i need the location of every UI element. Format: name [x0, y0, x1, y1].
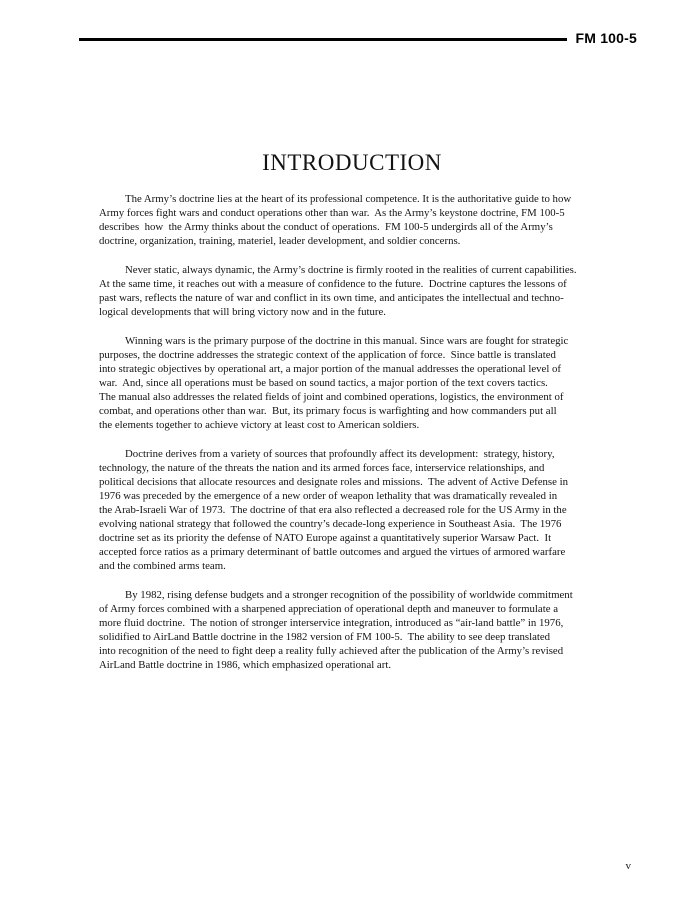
paragraph — [99, 588, 605, 672]
text-line: into recognition of the need to fight deep a reality fully achieved after the publication of the Army’s revised — [99, 645, 564, 657]
text-line: political decisions that allocate resources and designate roles and missions. The advent of Active Defense in — [99, 476, 569, 488]
text-line: 1976 was preceded by the emergence of a new order of weapon lethality that was dramatically revealed in — [99, 490, 558, 502]
text-line: At the same time, it reaches out with a measure of confidence to the future. Doctrine captures the lessons of — [99, 278, 567, 290]
text-line: doctrine, organization, training, materiel, leader development, and soldier concerns. — [99, 235, 461, 247]
text-line: Army forces fight wars and conduct operations other than war. As the Army’s keystone doctrine, FM 100-5 — [99, 207, 565, 219]
text-line: Winning wars is the primary purpose of the doctrine in this manual. Since wars are fought for strategic — [125, 335, 569, 347]
text-line: of Army forces combined with a sharpened appreciation of operational depth and maneuver to formulate a — [99, 603, 558, 615]
text-line: evolving national strategy that followed the country’s decade-long experience in Southeast Asia. The 1976 — [99, 518, 562, 530]
text-line: combat, and operations other than war. But, its primary focus is warfighting and how commanders put all — [99, 405, 557, 417]
page-title: INTRODUCTION — [262, 150, 442, 175]
text-line: describes how the Army thinks about the conduct of operations. FM 100-5 undergirds all of the Army’s — [99, 221, 553, 233]
document-reference-label: FM 100-5 — [575, 30, 637, 46]
text-line: purposes, the doctrine addresses the strategic context of the application of force. Since battle is translated — [99, 349, 556, 361]
page-content — [99, 150, 605, 672]
header-rule-divider — [79, 38, 567, 41]
text-line: more fluid doctrine. The notion of stronger interservice integration, introduced as “air-land battle” in 1976, — [99, 617, 564, 629]
text-line: the elements together to achieve victory at least cost to American soldiers. — [99, 419, 420, 431]
paragraphs — [99, 192, 605, 672]
text-line: Doctrine derives from a variety of sources that profoundly affect its development: strategy, history, — [125, 448, 555, 460]
text-line: solidified to AirLand Battle doctrine in the 1982 version of FM 100-5. The ability to see deep translated — [99, 631, 551, 643]
text-line: and the combined arms team. — [99, 560, 226, 572]
paragraph — [99, 192, 605, 248]
text-line: past wars, reflects the nature of war and conflict in its own time, and anticipates the intellectual and techno- — [99, 292, 564, 304]
text-line: The manual also addresses the related fields of joint and combined operations, logistics, the environment of — [99, 391, 564, 403]
paragraph — [99, 263, 605, 319]
text-line: into strategic objectives by operational art, a major portion of the manual addresses the operational level of — [99, 363, 562, 375]
paragraph — [99, 447, 605, 573]
text-line: Never static, always dynamic, the Army’s doctrine is firmly rooted in the realities of current capabilities. — [125, 264, 577, 276]
text-line: technology, the nature of the threats the nation and its armed forces face, interservice relationships, and — [99, 462, 545, 474]
text-line: By 1982, rising defense budgets and a stronger recognition of the possibility of worldwide commitment — [125, 589, 573, 601]
text-line: war. And, since all operations must be based on sound tactics, a major portion of the text covers tactics. — [99, 377, 548, 389]
text-line: the Arab-Israeli War of 1973. The doctrine of that era also reflected a decreased role for the US Army in the — [99, 504, 567, 516]
text-line: The Army’s doctrine lies at the heart of its professional competence. It is the authoritative guide to how — [125, 193, 572, 205]
text-line: accepted force ratios as a primary determinant of battle outcomes and argued the virtues of armored warfare — [99, 546, 566, 558]
text-line: AirLand Battle doctrine in 1986, which emphasized operational art. — [99, 659, 392, 671]
paragraph — [99, 334, 605, 432]
page-number: v — [625, 860, 631, 872]
text-line: logical developments that will bring victory now and in the future. — [99, 306, 386, 318]
text-line: doctrine set as its priority the defense of NATO Europe against a quantitatively superior Warsaw Pact. It — [99, 532, 552, 544]
